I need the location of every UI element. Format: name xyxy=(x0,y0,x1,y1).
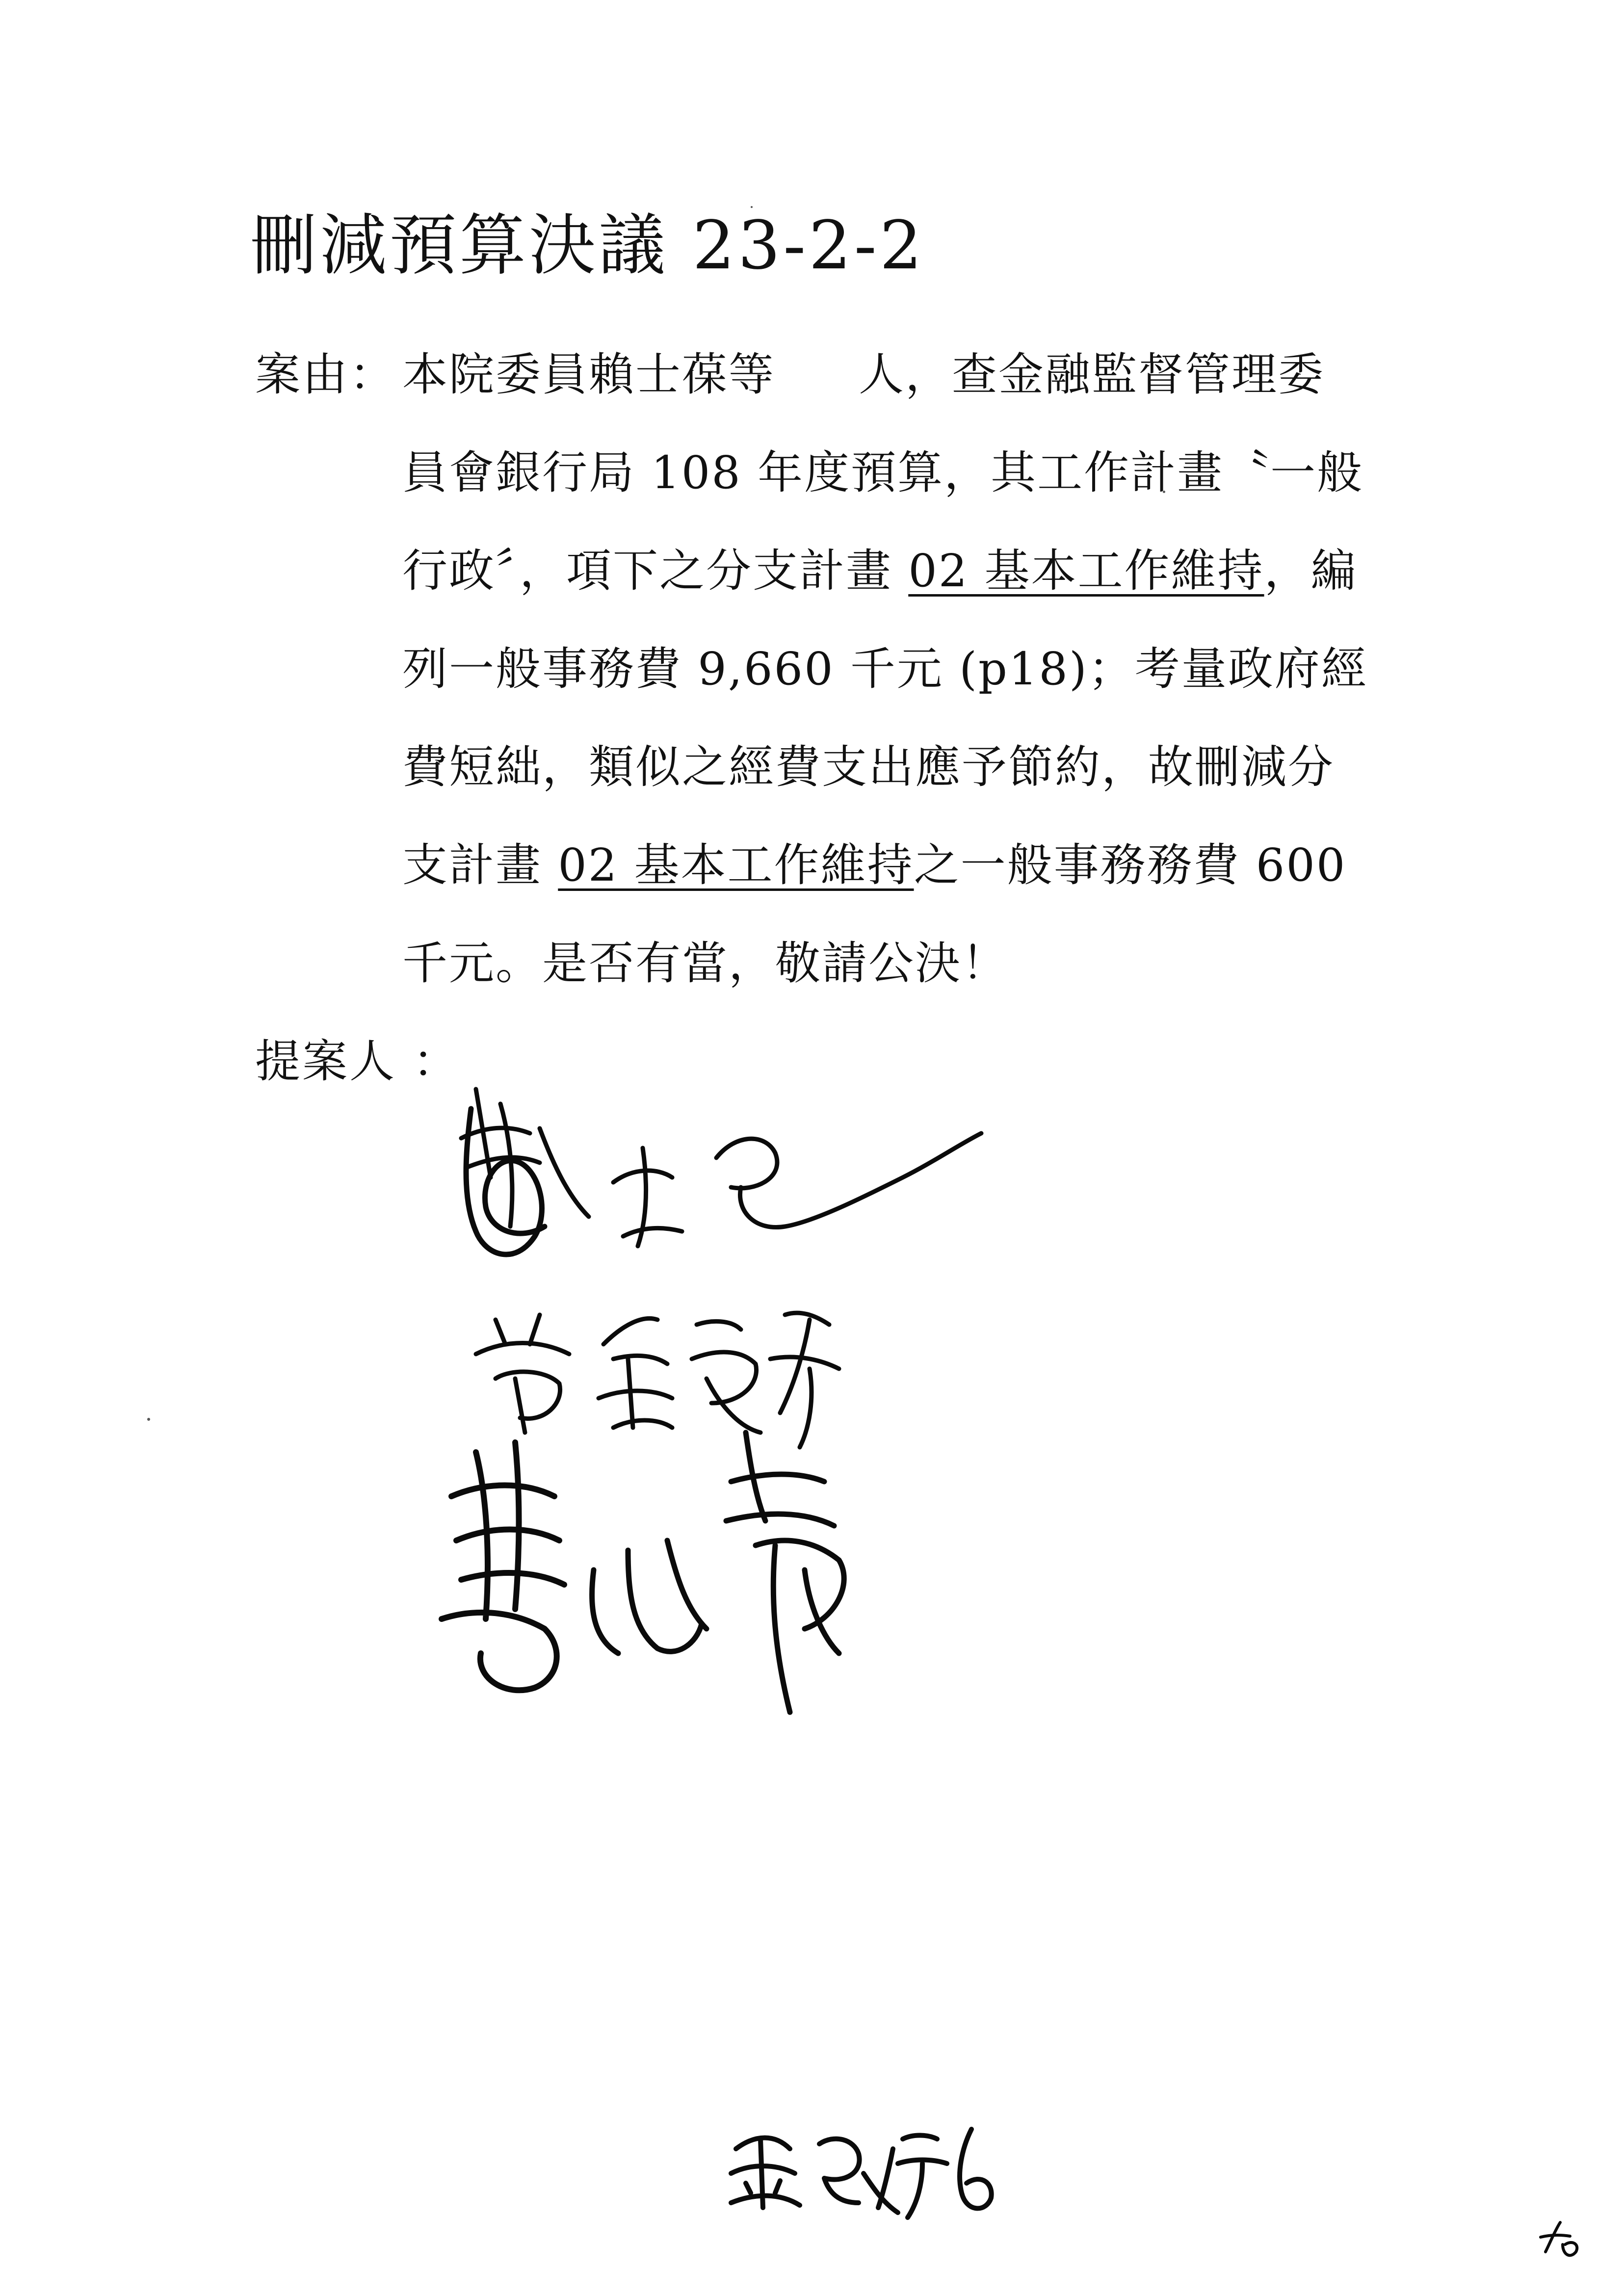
underlined-subplan: 02 基本工作維持 xyxy=(558,839,914,891)
reason-line-7: 千元。是否有當，敬請公決！ xyxy=(402,937,1009,990)
signature-1 xyxy=(442,1070,1006,1295)
document-title: 刪減預算決議 23-2-2 xyxy=(250,207,925,285)
reason-label: 案由： xyxy=(255,348,397,401)
page-number xyxy=(1536,2218,1580,2262)
reason-line-3 xyxy=(402,535,1358,600)
reason-line-1 xyxy=(402,339,1325,403)
reason-line-3-part-a: 行政〞，項下之分支計畫 xyxy=(402,545,909,597)
reason-line-3-part-b: ，編 xyxy=(1264,545,1358,597)
handwritten-note xyxy=(716,2119,991,2222)
reason-line-6-part-b: 之一般事務務費 600 xyxy=(914,839,1347,891)
proposer-label: 提案人 ： xyxy=(255,1035,460,1088)
reason-line-2: 員會銀行局 108 年度預算，其工作計畫〝一般 xyxy=(402,446,1364,499)
scan-speck xyxy=(147,1418,150,1421)
reason-line-6 xyxy=(402,829,1346,894)
reason-line-6-part-a: 支計畫 xyxy=(402,839,558,891)
reason-line-1-part-a: 本院委員賴士葆等 xyxy=(402,348,776,401)
reason-line-1-part-b: 人，查金融監督管理委 xyxy=(859,348,1325,401)
reason-line-4: 列一般事務費 9,660 千元 (p18)；考量政府經 xyxy=(402,643,1368,695)
reason-line-5: 費短絀，類似之經費支出應予節約，故刪減分 xyxy=(402,741,1335,793)
signature-3 xyxy=(432,1423,922,1727)
underlined-subplan: 02 基本工作維持 xyxy=(908,545,1264,597)
